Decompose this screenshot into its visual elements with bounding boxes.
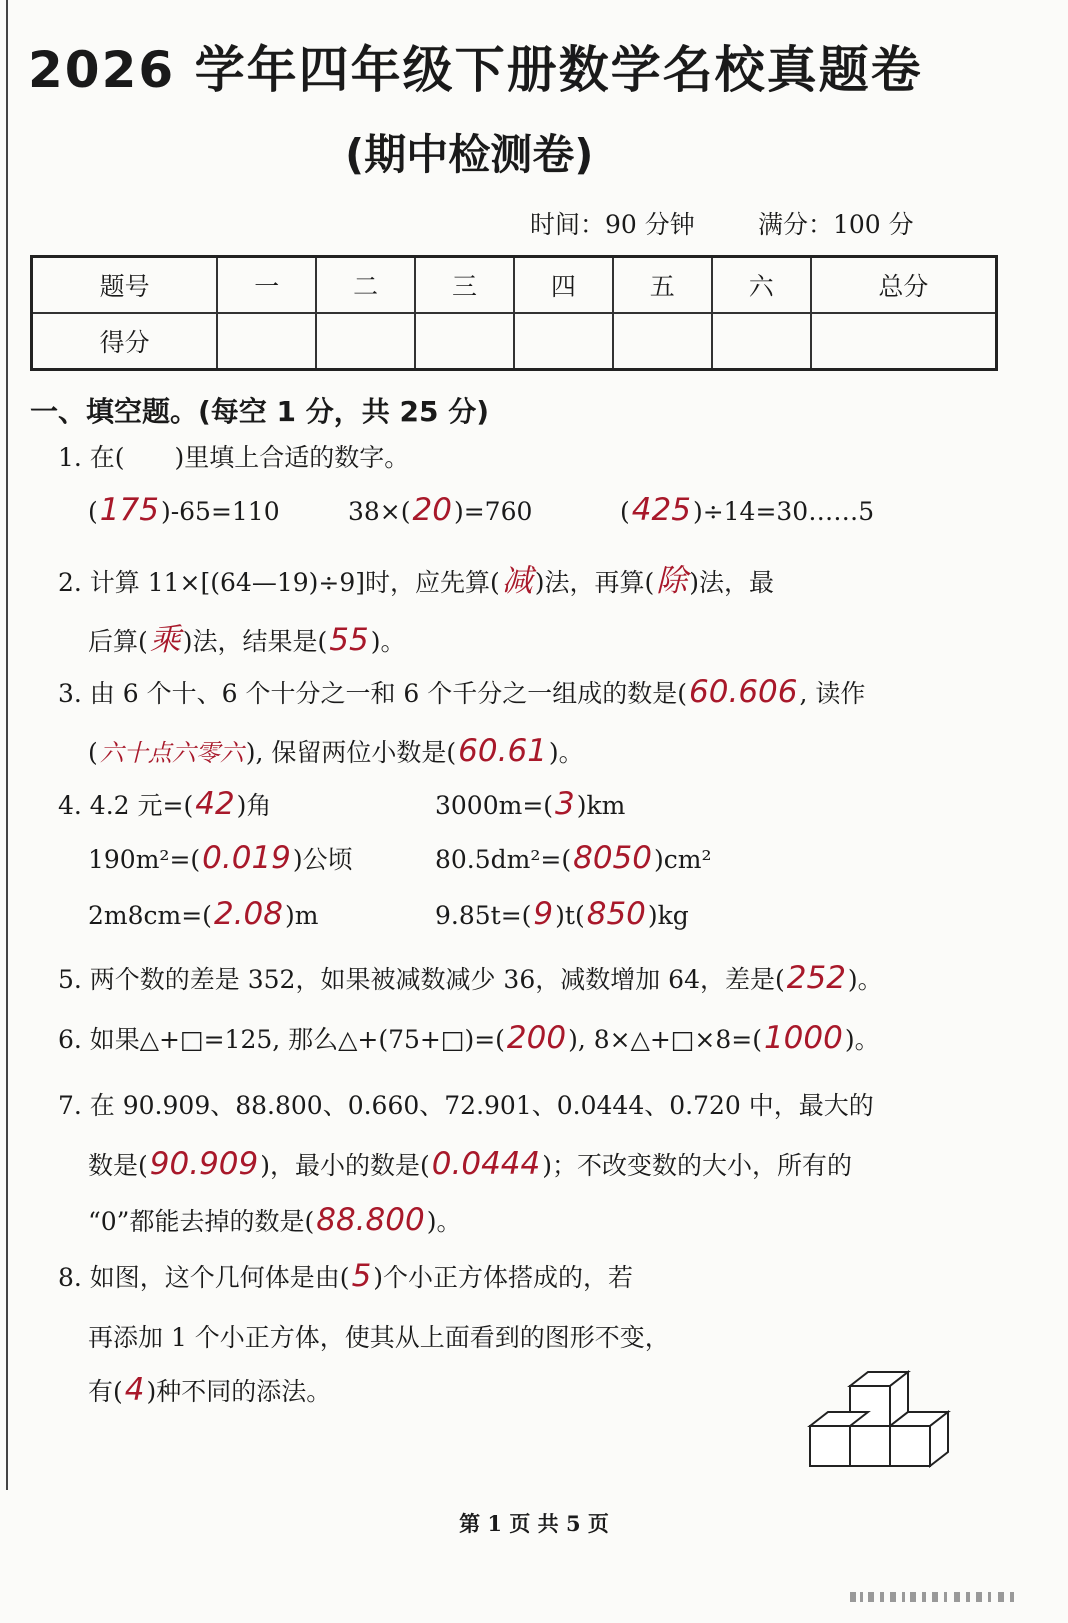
handwritten-answer: 0.0444 xyxy=(431,1146,541,1182)
text: 6. 如果△+□=125, 那么△+(75+□)=( xyxy=(58,1025,505,1054)
question-7-line-1: 7. 在 90.909、88.800、0.660、72.901、0.0444、0.720 中，最大的 xyxy=(58,1091,874,1120)
text: )角 xyxy=(236,791,272,820)
question-4-r2a xyxy=(88,840,353,876)
handwritten-answer: 2.08 xyxy=(213,896,283,932)
handwritten-answer: 425 xyxy=(631,492,691,528)
text: “0”都能去掉的数是( xyxy=(88,1207,315,1236)
text: )法，再算( xyxy=(534,568,655,597)
question-1-b xyxy=(348,492,532,528)
text: 有( xyxy=(88,1377,123,1406)
text: 后算( xyxy=(88,627,148,656)
text: 38×( xyxy=(348,497,411,526)
text: 80.5dm²=( xyxy=(435,845,572,874)
score-entry-cell xyxy=(217,313,316,370)
exam-time: 时间：90 分钟 xyxy=(530,210,695,239)
text: )。 xyxy=(370,627,406,656)
question-1-stem: 1. 在( )里填上合适的数字。 xyxy=(58,443,410,472)
text: 4. 4.2 元=( xyxy=(58,791,194,820)
question-8-line-3 xyxy=(88,1372,331,1408)
text: 2m8cm=( xyxy=(88,901,212,930)
text: ), 保留两位小数是( xyxy=(245,738,457,767)
text: )法，最 xyxy=(689,568,775,597)
text: , 读作 xyxy=(799,679,866,708)
question-4-r1a xyxy=(58,786,271,822)
question-7-line-3 xyxy=(88,1202,461,1238)
text: 数是( xyxy=(88,1151,148,1180)
question-4-r3a xyxy=(88,896,318,932)
text: )。 xyxy=(844,1025,880,1054)
handwritten-answer: 乘 xyxy=(149,622,181,658)
text: 190m²=( xyxy=(88,845,201,874)
handwritten-answer: 除 xyxy=(656,563,688,599)
handwritten-answer: 850 xyxy=(586,896,646,932)
question-4-r1b xyxy=(435,786,625,822)
text: )；不改变数的大小，所有的 xyxy=(542,1151,853,1180)
score-table-cell: 一 xyxy=(217,257,316,314)
score-entry-cell xyxy=(712,313,811,370)
text: )法，结果是( xyxy=(182,627,328,656)
binding-margin-line xyxy=(6,0,8,1490)
text: )。 xyxy=(426,1207,462,1236)
text: 2. 计算 11×[(64—19)÷9]时，应先算( xyxy=(58,568,500,597)
handwritten-answer: 20 xyxy=(412,492,452,528)
text: )-65=110 xyxy=(160,497,280,526)
handwritten-answer: 252 xyxy=(786,960,846,996)
text: )÷14=30……5 xyxy=(692,497,875,526)
question-2-line-2 xyxy=(88,614,406,659)
text: )m xyxy=(284,901,319,930)
handwritten-answer: 9 xyxy=(533,896,554,932)
score-table xyxy=(30,255,998,371)
handwritten-answer: 42 xyxy=(195,786,235,822)
handwritten-answer: 55 xyxy=(329,622,369,658)
text: )t( xyxy=(555,901,585,930)
text: )=760 xyxy=(453,497,533,526)
exam-subtitle: (期中检测卷) xyxy=(345,130,594,179)
handwritten-answer: 0.019 xyxy=(202,840,291,876)
score-table-cell: 三 xyxy=(415,257,514,314)
question-7-line-2 xyxy=(88,1146,852,1182)
page-footer: 第 1 页 共 5 页 xyxy=(459,1511,609,1536)
handwritten-answer: 8050 xyxy=(573,840,653,876)
section-heading: 一、填空题。(每空 1 分，共 25 分) xyxy=(30,395,490,428)
score-entry-cell xyxy=(415,313,514,370)
handwritten-answer: 200 xyxy=(506,1020,567,1056)
text: 8. 如图，这个几何体是由( xyxy=(58,1263,350,1292)
text: 9.85t=( xyxy=(435,901,532,930)
score-table-cell: 四 xyxy=(514,257,613,314)
handwritten-answer: 175 xyxy=(99,492,159,528)
text: )。 xyxy=(847,965,883,994)
handwritten-answer: 60.61 xyxy=(458,733,547,769)
score-table-cell: 二 xyxy=(316,257,415,314)
text: 3. 由 6 个十、6 个十分之一和 6 个千分之一组成的数是( xyxy=(58,679,688,708)
text: )公顷 xyxy=(292,845,353,874)
text: )种不同的添法。 xyxy=(146,1377,332,1406)
score-table-cell: 总分 xyxy=(811,257,997,314)
score-table-cell: 题号 xyxy=(32,257,218,314)
cube-face xyxy=(850,1426,890,1466)
handwritten-answer: 88.800 xyxy=(316,1202,425,1238)
question-2-line-1 xyxy=(58,555,774,600)
question-3-line-1 xyxy=(58,674,865,710)
score-table-header-row xyxy=(32,257,997,314)
question-3-line-2 xyxy=(88,733,584,769)
barcode-watermark xyxy=(850,1592,1050,1602)
text: ), 8×△+□×8=( xyxy=(568,1025,762,1054)
question-5 xyxy=(58,960,883,996)
question-8-line-1 xyxy=(58,1258,633,1294)
cube-face xyxy=(890,1426,930,1466)
text: 5. 两个数的差是 352，如果被减数减少 36，减数增加 64，差是( xyxy=(58,965,785,994)
score-entry-cell xyxy=(316,313,415,370)
handwritten-answer: 3 xyxy=(555,786,575,822)
handwritten-answer: 六十点六零六 xyxy=(99,739,244,767)
score-entry-cell xyxy=(811,313,997,370)
text: 3000m=( xyxy=(435,791,554,820)
text: )。 xyxy=(548,738,584,767)
question-4-r2b xyxy=(435,840,712,876)
text: ( xyxy=(88,738,98,767)
handwritten-answer: 60.606 xyxy=(689,674,798,710)
text: ( xyxy=(620,497,630,526)
question-8-line-2: 再添加 1 个小正方体，使其从上面看到的图形不变， xyxy=(88,1323,670,1352)
text: )个小正方体搭成的，若 xyxy=(373,1263,634,1292)
score-entry-cell xyxy=(613,313,712,370)
score-table-cell: 五 xyxy=(613,257,712,314)
text: ( xyxy=(88,497,98,526)
exam-full-score: 满分：100 分 xyxy=(758,210,914,239)
text: )cm² xyxy=(654,845,712,874)
handwritten-answer: 1000 xyxy=(763,1020,843,1056)
score-entry-cell xyxy=(514,313,613,370)
question-1-c xyxy=(620,492,874,528)
cube-figure xyxy=(805,1368,965,1488)
handwritten-answer: 5 xyxy=(351,1258,372,1294)
score-table-score-row xyxy=(32,313,997,370)
text: )km xyxy=(576,791,626,820)
score-table-cell: 六 xyxy=(712,257,811,314)
text: )，最小的数是( xyxy=(260,1151,430,1180)
score-table-cell: 得分 xyxy=(32,313,218,370)
handwritten-answer: 减 xyxy=(501,563,533,599)
text: )kg xyxy=(647,901,689,930)
handwritten-answer: 90.909 xyxy=(149,1146,259,1182)
cube-face xyxy=(810,1426,850,1466)
exam-title: 2026 学年四年级下册数学名校真题卷 xyxy=(28,41,923,99)
question-1-a xyxy=(88,492,280,528)
handwritten-answer: 4 xyxy=(124,1372,145,1408)
question-6 xyxy=(58,1020,880,1056)
question-4-r3b xyxy=(435,896,689,932)
